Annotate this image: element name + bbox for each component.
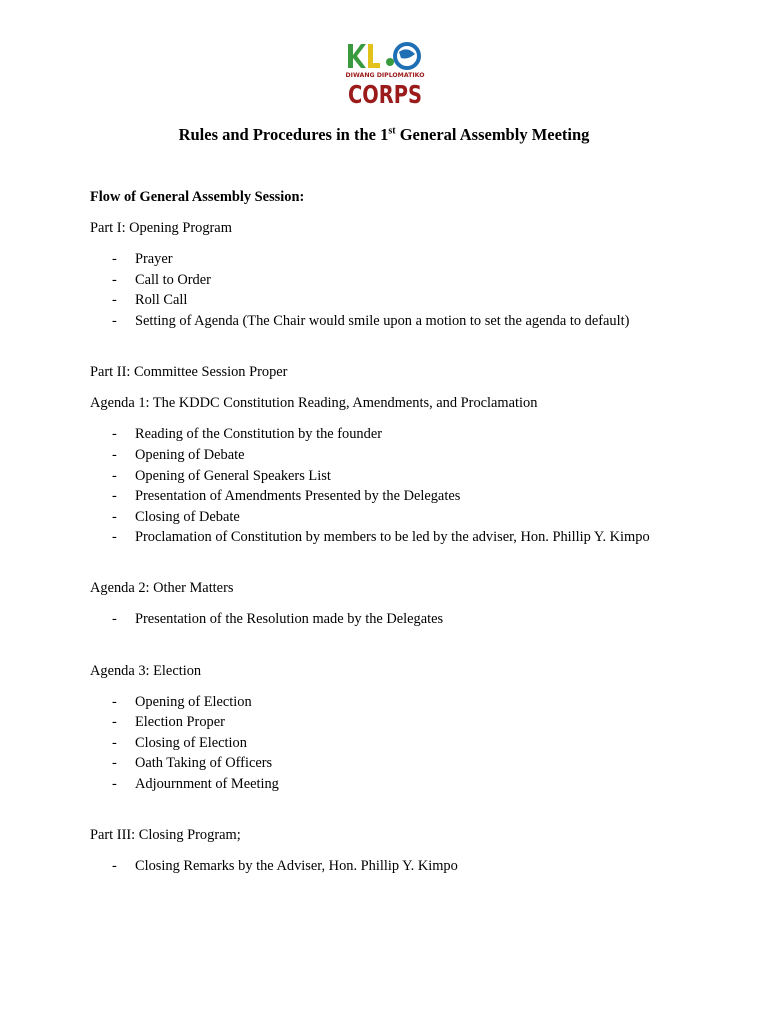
document-title bbox=[0, 124, 768, 146]
list-item bbox=[90, 712, 730, 733]
dash-bullet: - bbox=[112, 312, 117, 329]
title-superscript: st bbox=[388, 125, 396, 137]
dash-bullet: - bbox=[112, 734, 117, 751]
dash-bullet: - bbox=[112, 714, 117, 731]
title-main: Rules and Procedures in the 1 bbox=[178, 125, 389, 144]
dash-bullet: - bbox=[112, 610, 117, 627]
list-item-text: Opening of Debate bbox=[135, 446, 245, 463]
dash-bullet: - bbox=[112, 755, 117, 772]
logo-corps-text: CORPS bbox=[348, 80, 422, 109]
dash-bullet: - bbox=[112, 271, 117, 288]
dash-bullet: - bbox=[112, 693, 117, 710]
flow-heading: Flow of General Assembly Session: bbox=[90, 189, 305, 205]
list-item-text: Closing of Debate bbox=[135, 508, 240, 525]
dash-bullet: - bbox=[112, 251, 117, 267]
list-item-text: Presentation of Amendments Presented by the Delegates bbox=[135, 488, 461, 505]
list-item-text: Election Proper bbox=[135, 714, 225, 731]
logo-arc-text: DIWANG DIPLOMATIKO bbox=[345, 72, 425, 79]
list-item-text: Adjournment of Meeting bbox=[135, 775, 279, 792]
dash-bullet: - bbox=[112, 426, 117, 443]
title-rest: General Assembly Meeting bbox=[395, 125, 590, 144]
list-item bbox=[90, 486, 730, 507]
part1-heading: Part I: Opening Program bbox=[90, 220, 232, 236]
dash-bullet: - bbox=[112, 467, 117, 484]
dash-bullet: - bbox=[112, 529, 117, 546]
list-item bbox=[90, 290, 730, 311]
part3-list bbox=[90, 856, 730, 877]
list-item bbox=[90, 311, 730, 332]
dash-bullet: - bbox=[112, 446, 117, 463]
part2-heading: Part II: Committee Session Proper bbox=[90, 364, 288, 381]
list-item bbox=[90, 733, 730, 754]
list-item-text: Prayer bbox=[135, 251, 173, 267]
document-body bbox=[90, 187, 730, 876]
list-item bbox=[90, 856, 730, 877]
list-item-text: Opening of Election bbox=[135, 693, 252, 710]
list-item-text: Setting of Agenda (The Chair would smile upon a motion to set the agenda to default) bbox=[135, 312, 630, 329]
list-item-text: Reading of the Constitution by the founder bbox=[135, 426, 383, 443]
kddc-logo bbox=[345, 42, 425, 109]
list-item bbox=[90, 424, 730, 445]
list-item-text: Opening of General Speakers List bbox=[135, 467, 331, 484]
list-item bbox=[90, 527, 730, 548]
list-item-text: Call to Order bbox=[135, 271, 211, 288]
agenda1-heading: Agenda 1: The KDDC Constitution Reading, Amendments, and Proclamation bbox=[90, 395, 538, 412]
agenda2-heading: Agenda 2: Other Matters bbox=[90, 579, 234, 596]
list-item bbox=[90, 466, 730, 487]
logo-graphic bbox=[345, 42, 425, 109]
list-item bbox=[90, 445, 730, 466]
list-item bbox=[90, 692, 730, 713]
agenda2-list bbox=[90, 609, 730, 630]
list-item-text: Proclamation of Constitution by members to be led by the adviser, Hon. Phillip Y. Kimpo bbox=[135, 529, 650, 546]
list-item-text: Closing of Election bbox=[135, 734, 247, 751]
list-item-text: Presentation of the Resolution made by the Delegates bbox=[135, 610, 444, 627]
list-item bbox=[90, 249, 730, 270]
list-item bbox=[90, 753, 730, 774]
list-item-text: Closing Remarks by the Adviser, Hon. Phillip Y. Kimpo bbox=[135, 857, 458, 874]
dash-bullet: - bbox=[112, 292, 117, 309]
list-item-text: Oath Taking of Officers bbox=[135, 755, 273, 772]
dash-bullet: - bbox=[112, 857, 117, 874]
agenda3-list bbox=[90, 692, 730, 795]
agenda3-heading: Agenda 3: Election bbox=[90, 662, 202, 679]
dash-bullet: - bbox=[112, 508, 117, 525]
part1-list bbox=[90, 249, 730, 331]
list-item bbox=[90, 609, 730, 630]
dash-bullet: - bbox=[112, 775, 117, 792]
list-item bbox=[90, 774, 730, 795]
list-item bbox=[90, 270, 730, 291]
part3-heading: Part III: Closing Program; bbox=[90, 826, 241, 843]
list-item-text: Roll Call bbox=[135, 292, 188, 309]
dash-bullet: - bbox=[112, 488, 117, 505]
agenda1-list bbox=[90, 424, 730, 548]
list-item bbox=[90, 507, 730, 528]
